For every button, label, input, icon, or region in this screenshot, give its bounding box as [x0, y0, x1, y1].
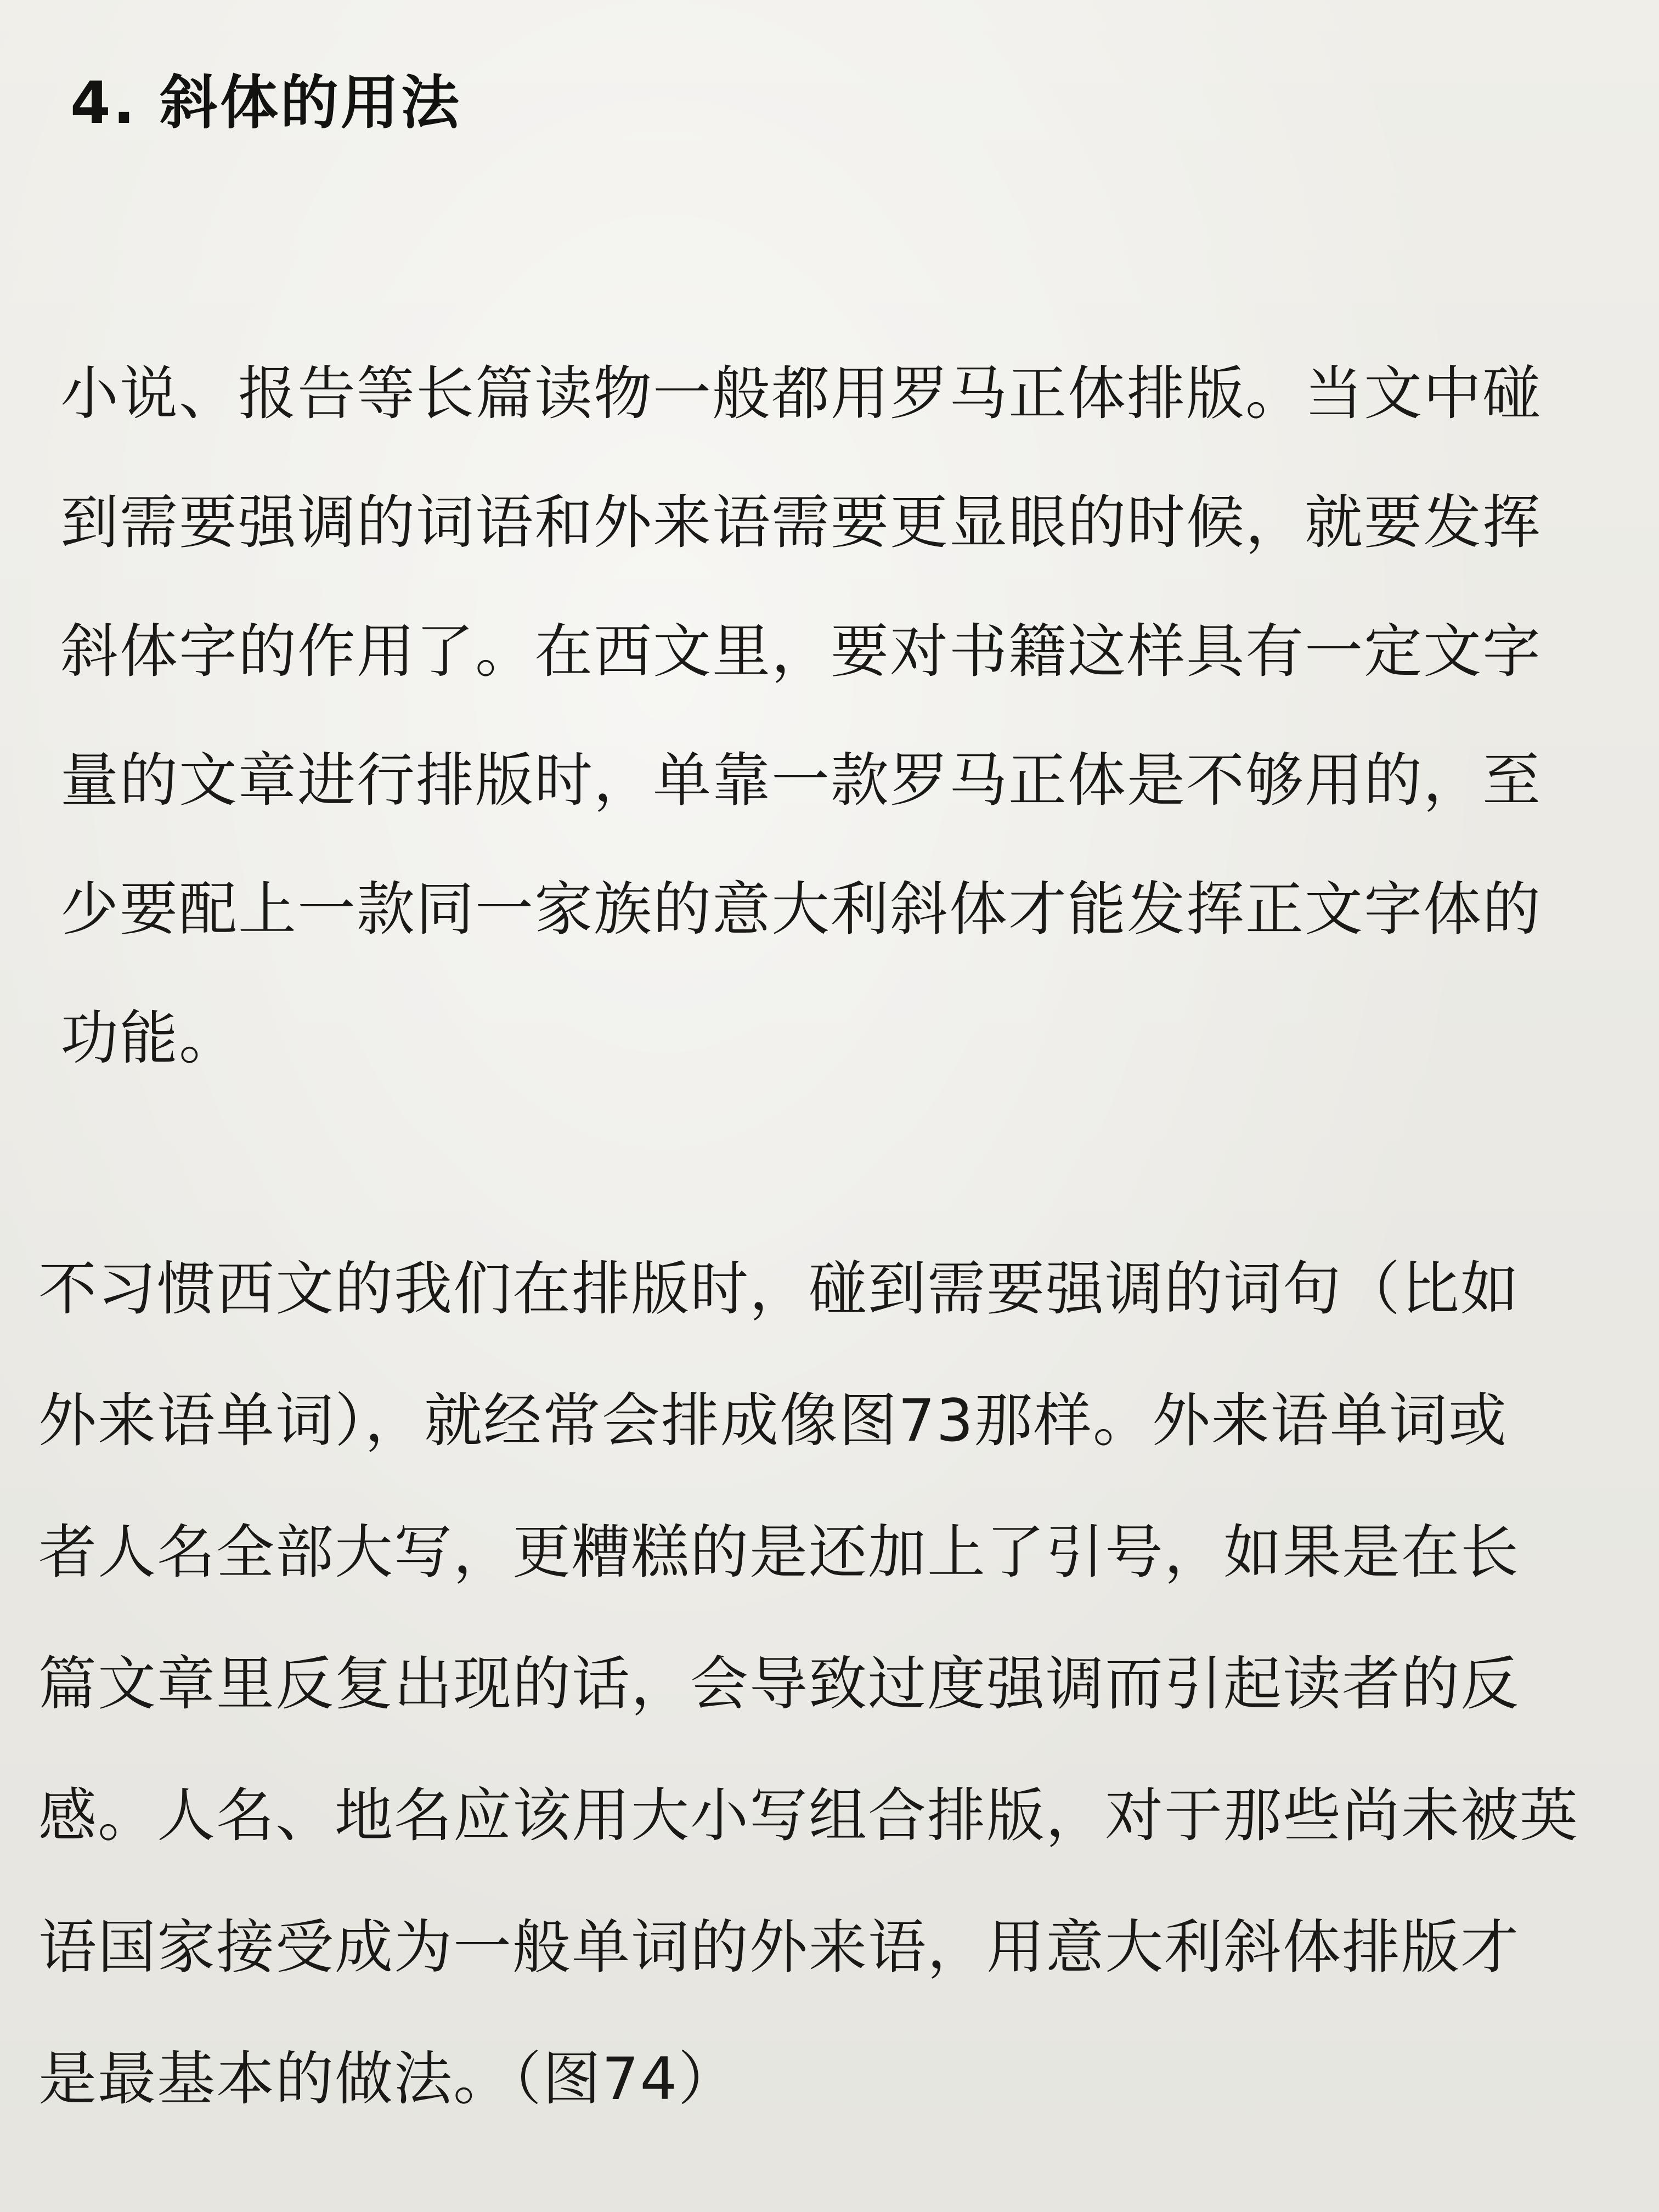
text-line: 量的文章进行排版时，单靠一款罗马正体是不够用的，至 — [60, 747, 1542, 814]
text-line: 外来语单词），就经常会排成像图73那样。外来语单词或 — [38, 1387, 1508, 1454]
text-line: 者人名全部大写，更糟糕的是还加上了引号，如果是在长 — [38, 1519, 1520, 1586]
text-line: 功能。 — [60, 1005, 238, 1072]
text-line: 斜体字的作用了。在西文里，要对书籍这样具有一定文字 — [60, 618, 1542, 685]
text-line: 不习惯西文的我们在排版时，碰到需要强调的词句（比如 — [38, 1255, 1520, 1323]
paragraph-1 — [60, 329, 1640, 1103]
text-line: 小说、报告等长篇读物一般都用罗马正体排版。当文中碰 — [60, 360, 1542, 427]
paragraph-2 — [38, 1223, 1618, 2145]
text-line: 少要配上一款同一家族的意大利斜体才能发挥正文字体的 — [60, 876, 1542, 943]
text-line: 是最基本的做法。（图74） — [38, 2045, 737, 2113]
text-line: 篇文章里反复出现的话，会导致过度强调而引起读者的反 — [38, 1650, 1520, 1718]
text-line: 语国家接受成为一般单词的外来语，用意大利斜体排版才 — [38, 1914, 1520, 1981]
text-line: 到需要强调的词语和外来语需要更显眼的时候，就要发挥 — [60, 489, 1542, 556]
text-line: 感。人名、地名应该用大小写组合排版，对于那些尚未被英 — [38, 1782, 1579, 1849]
section-title: 4. 斜体的用法 — [70, 69, 461, 137]
